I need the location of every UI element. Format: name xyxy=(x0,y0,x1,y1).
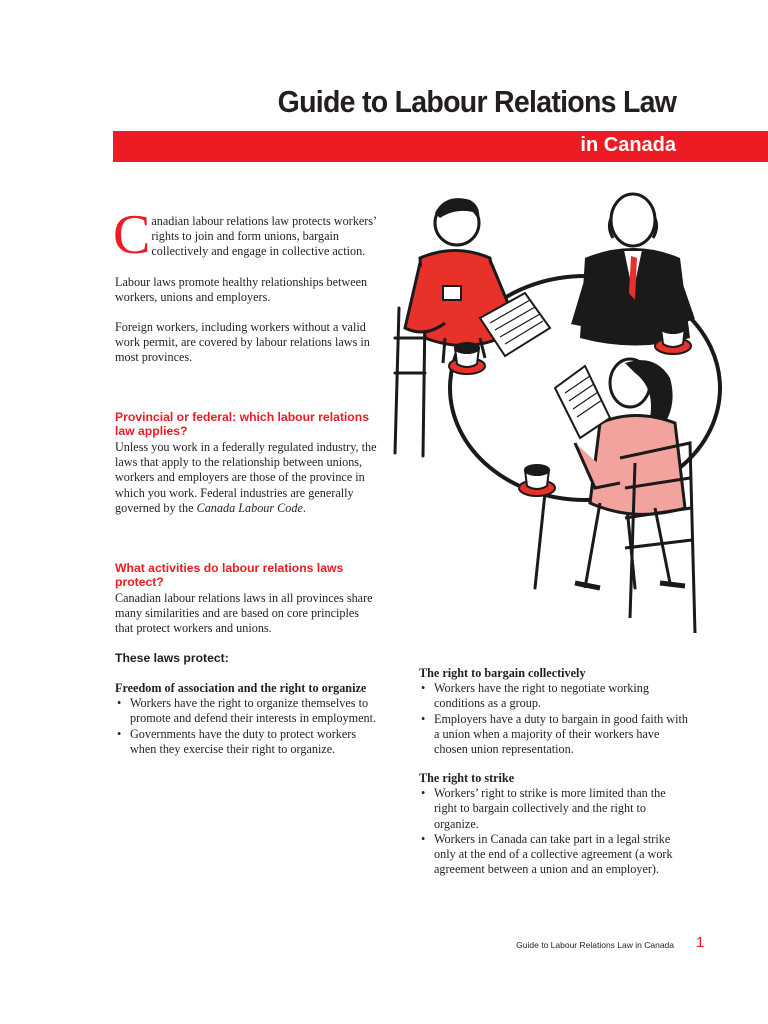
dropcap: C xyxy=(113,204,151,266)
strike-block xyxy=(419,771,689,877)
which-law-body-text: Unless you work in a federally regulated industry, the laws that apply to the relationship between unions, workers and employers are those of the province in which you work. Federal industries are generally governed by the xyxy=(115,440,377,515)
strike-heading: The right to strike xyxy=(419,771,515,785)
laws-protect-heading: These laws protect: xyxy=(115,651,229,665)
freedom-bullet-list xyxy=(115,696,377,757)
list-item: • Workers have the right to negotiate working conditions as a group. xyxy=(419,681,689,711)
section-activities xyxy=(115,561,377,637)
page-title: Guide to Labour Relations Law xyxy=(277,84,676,119)
section-which-law xyxy=(115,410,377,516)
page-number: 1 xyxy=(696,934,705,951)
strike-bullet-list xyxy=(419,786,689,877)
section-heading-which-law: Provincial or federal: which labour relations law applies? xyxy=(115,410,369,438)
intro-paragraph-2: Labour laws promote healthy relationships between workers, unions and employers. xyxy=(115,274,368,304)
meeting-table-illustration xyxy=(385,188,725,638)
intro-paragraph-1-text: anadian labour relations law protects workers’ rights to join and form unions, bargain collectively and engage in collective action. xyxy=(151,214,377,259)
which-law-body-end: . xyxy=(302,500,306,515)
section-heading-activities: What activities do labour relations laws protect? xyxy=(115,561,344,589)
list-item: • Workers in Canada can take part in a legal strike only at the end of a collective agreement (a work agreement between a union and an employer). xyxy=(419,832,689,878)
freedom-heading: Freedom of association and the right to organize xyxy=(115,681,367,695)
list-item: • Employers have a duty to bargain in good faith with a union when a majority of their workers have chosen union representation. xyxy=(419,712,689,758)
intro-block xyxy=(113,204,377,366)
bargain-block xyxy=(419,666,689,757)
bargain-heading: The right to bargain collectively xyxy=(419,666,586,680)
running-footer-title: Guide to Labour Relations Law in Canada xyxy=(516,940,674,950)
intro-paragraph-1 xyxy=(113,204,377,266)
freedom-of-association-block xyxy=(115,681,377,757)
title-banner xyxy=(113,131,768,162)
list-item: • Workers’ right to strike is more limited than the right to bargain collectively and the right to organize. xyxy=(419,786,689,832)
bargain-bullet-list xyxy=(419,681,689,757)
laws-protect-heading-wrap xyxy=(115,651,377,665)
page-subtitle: in Canada xyxy=(580,134,676,156)
section-body-which-law xyxy=(115,440,377,516)
list-item: • Workers have the right to organize themselves to promote and defend their interests in employment. xyxy=(115,696,377,726)
list-item: • Governments have the duty to protect workers when they exercise their right to organize. xyxy=(115,727,377,757)
intro-paragraph-3: Foreign workers, including workers without a valid work permit, are covered by labour relations laws in most provinces. xyxy=(115,320,370,365)
canada-labour-code-title: Canada Labour Code xyxy=(196,500,303,515)
section-body-activities: Canadian labour relations laws in all provinces share many similarities and are based on core principles that protect workers and unions. xyxy=(115,591,373,636)
